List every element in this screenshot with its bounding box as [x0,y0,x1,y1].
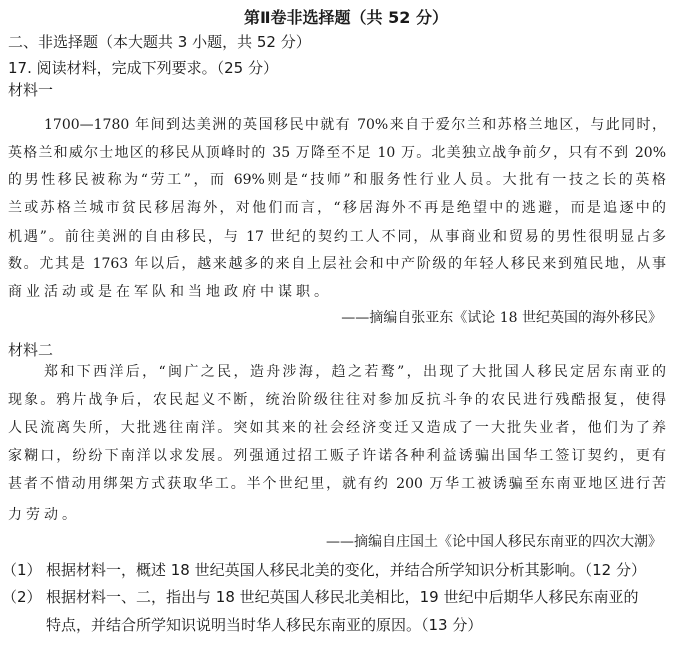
material-2-line: 人民流离失所，大批逃往南洋。突如其来的社会经济变迁又造成了一大批失业者，他们为了养 [8,420,666,436]
material-1-line: 英格兰和威尔士地区的移民从顶峰时的 35 万降至不足 10 万。北美独立战争前夕，只有不到 20% [8,145,666,161]
material-2-line: 力劳动。 [8,507,80,523]
sub-question-number: （2） [2,588,42,606]
material-1-line: 商业活动或是在军队和当地政府中谋职。 [8,284,332,300]
material-2-line: 郑和下西洋后，“闽广之民，造舟涉海，趋之若鹜”，出现了大批国人移民定居东南亚的 [44,364,666,380]
material-2-citation: ——摘编自庄国土《论中国人移民东南亚的四次大潮》 [326,534,662,550]
sub-question-text: 根据材料一、二，指出与 18 世纪英国人移民北美相比，19 世纪中后期华人移民东南亚的 [46,588,639,606]
material-1-label: 材料一 [8,81,54,99]
material-1-line: 的男性移民被称为“劳工”，而 69%则是“技师”和服务性行业人员。大批有一技之长的英格 [8,172,666,188]
sub-question-number: （1） [2,561,42,579]
material-2-line: 家糊口，纷纷下南洋以求发展。列强通过招工贩子许诺各种利益诱骗出国华工签订契约，更有 [8,448,666,464]
material-2-line: 现象。鸦片战争后，农民起义不断，统治阶级往往对参加反抗斗争的农民进行残酷报复，使得 [8,392,666,408]
page-title: 第Ⅱ卷非选择题（共 52 分） [244,8,448,27]
material-1-line: 机遇”。前往美洲的自由移民，与 17 世纪的契约工人不同，从事商业和贸易的男性很明显占多 [8,229,666,245]
material-1-citation: ——摘编自张亚东《试论 18 世纪英国的海外移民》 [341,310,662,326]
material-1-line: 1700—1780 年间到达美洲的英国移民中就有 70%来自于爱尔兰和苏格兰地区，与此同时， [44,117,666,133]
material-2-line: 甚者不惜动用绑架方式获取华工。半个世纪里，就有约 200 万华工被诱骗至东南亚地区进行苦 [8,476,666,492]
sub-question-text: 特点，并结合所学知识说明当时华人移民东南亚的原因。（13 分） [46,616,483,634]
question-17-prompt: 17. 阅读材料，完成下列要求。（25 分） [8,59,278,77]
sub-question-text: 根据材料一，概述 18 世纪英国人移民北美的变化，并结合所学知识分析其影响。（12 分） [46,561,646,579]
section-heading: 二、非选择题（本大题共 3 小题，共 52 分） [8,33,311,51]
material-1-line: 兰或苏格兰城市贫民移居海外，对他们而言，“移居海外不再是绝望中的逃避，而是追逐中的 [8,200,666,216]
material-1-line: 数。尤其是 1763 年以后，越来越多的来自上层社会和中产阶级的年轻人移民来到殖民地，从事 [8,256,666,272]
material-2-label: 材料二 [8,341,54,359]
